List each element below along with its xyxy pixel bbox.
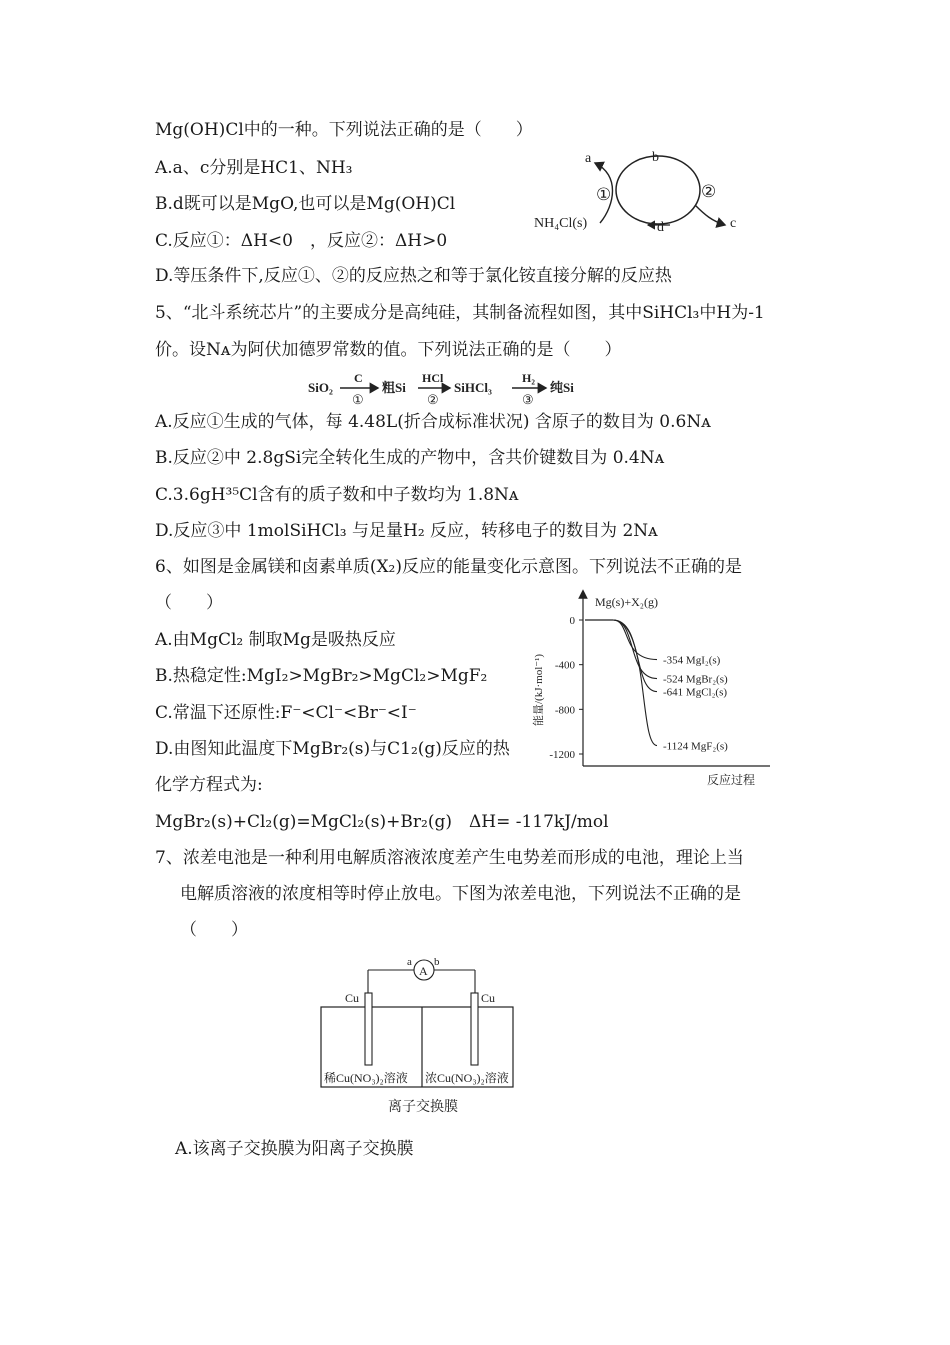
q5-option-c: C.3.6gH³⁵Cl含有的质子数和中子数均为 1.8Nᴀ — [155, 485, 519, 505]
y-tick-label: -800 — [554, 704, 575, 717]
label-r1: ① — [596, 185, 612, 204]
series-curve — [613, 620, 657, 746]
q4-option-a: A.a、c分别是HC1、NH₃ — [155, 158, 353, 178]
cu-right-label: Cu — [481, 991, 496, 1005]
q7-stem-1: 7、浓差电池是一种利用电解质溶液浓度差产生电势差而形成的电池，理论上当 — [155, 848, 744, 868]
q5-option-d: D.反应③中 1molSiHCl₃ 与足量H₂ 反应，转移电子的数目为 2Nᴀ — [155, 521, 658, 541]
y-tick-label: 0 — [569, 615, 575, 627]
q6-option-d-1: D.由图知此温度下MgBr₂(s)与C1₂(g)反应的热 — [155, 739, 510, 759]
nh4cl-cycle-diagram — [530, 145, 750, 245]
series-label: -641 MgCl₂(s) — [663, 686, 728, 699]
membrane-label: 离子交换膜 — [388, 1100, 458, 1115]
silicon-flow-diagram — [300, 368, 620, 408]
q5-stem-1: 5、“北斗系统芯片”的主要成分是高纯硅，其制备流程如图，其中SiHCl₃中H为-1 — [155, 303, 765, 323]
q4-option-c: C.反应①：ΔH<0 ，反应②：ΔH>0 — [155, 231, 448, 251]
q6-option-d-2: 化学方程式为: — [155, 775, 263, 795]
series-label: -354 MgI₂(s) — [663, 654, 721, 667]
y-axis-label: 能量/(kJ·mol⁻¹) — [533, 653, 545, 726]
q6-option-c: C.常温下还原性:F⁻<Cl⁻<Br⁻<I⁻ — [155, 703, 417, 723]
right-electrode — [471, 993, 478, 1065]
energy-chart — [525, 588, 785, 793]
flow-sio2: SiO₂ — [308, 380, 333, 395]
concentration-cell-diagram — [315, 955, 525, 1125]
q7-option-a: A.该离子交换膜为阳离子交换膜 — [175, 1139, 414, 1159]
chart-title: Mg(s)+X₂(g) — [595, 595, 658, 609]
q4-intro: Mg(OH)Cl中的一种。下列说法正确的是（ ） — [155, 120, 533, 140]
terminal-b: b — [434, 956, 440, 968]
flow-r2: HCl — [422, 371, 444, 385]
y-tick-label: -1200 — [549, 749, 575, 761]
flow-sihcl3: SiHCl₃ — [454, 380, 492, 395]
terminal-a: a — [407, 956, 412, 968]
flow-n1: ① — [352, 392, 364, 407]
q6-stem-2: （ ） — [155, 593, 223, 613]
q7-stem-2: 电解质溶液的浓度相等时停止放电。下图为浓差电池，下列说法不正确的是 — [180, 884, 741, 904]
cu-left-label: Cu — [345, 991, 360, 1005]
q6-option-b: B.热稳定性:MgI₂>MgBr₂>MgCl₂>MgF₂ — [155, 666, 488, 686]
q5-option-a: A.反应①生成的气体，每 4.48L(折合成标准状况) 含原子的数目为 0.6Nᴀ — [155, 412, 711, 432]
series-label: -524 MgBr₂(s) — [663, 673, 728, 686]
label-r2: ② — [701, 182, 717, 201]
flow-r3: H₂ — [522, 371, 535, 385]
label-nh4cl: NH₄Cl(s) — [534, 216, 588, 231]
left-electrode — [365, 993, 372, 1065]
label-c: c — [730, 216, 737, 231]
series-label: -1124 MgF₂(s) — [663, 740, 728, 753]
flow-crude-si: 粗Si — [382, 380, 406, 395]
y-tick-label: -400 — [554, 659, 575, 672]
x-axis-label: 反应过程 — [707, 773, 756, 787]
q7-stem-3: （ ） — [180, 920, 248, 940]
series-curve — [613, 620, 657, 660]
q6-equation: MgBr₂(s)+Cl₂(g)=MgCl₂(s)+Br₂(g) ΔH= -117kJ/mol — [155, 812, 609, 832]
q4-option-b: B.d既可以是MgO,也可以是Mg(OH)Cl — [155, 194, 456, 214]
label-d: d — [657, 220, 664, 235]
q6-option-a: A.由MgCl₂ 制取Mg是吸热反应 — [155, 630, 396, 650]
label-a: a — [585, 151, 592, 166]
q5-option-b: B.反应②中 2.8gSi完全转化生成的产物中，含共价键数目为 0.4Nᴀ — [155, 448, 665, 468]
q6-stem-1: 6、如图是金属镁和卤素单质(X₂)反应的能量变化示意图。下列说法不正确的是 — [155, 557, 742, 577]
label-b: b — [652, 150, 659, 165]
flow-n3: ③ — [522, 392, 534, 407]
flow-n2: ② — [427, 392, 439, 407]
q4-option-d: D.等压条件下,反应①、②的反应热之和等于氯化铵直接分解的反应热 — [155, 266, 672, 286]
concentrated-solution-label: 浓Cu(NO₃)₂溶液 — [425, 1071, 509, 1085]
q5-stem-2: 价。设Nᴀ为阿伏加德罗常数的值。下列说法正确的是（ ） — [155, 340, 622, 360]
ammeter-label: A — [419, 964, 428, 978]
flow-r1: C — [354, 371, 363, 385]
flow-pure-si: 纯Si — [550, 380, 574, 395]
dilute-solution-label: 稀Cu(NO₃)₂溶液 — [324, 1071, 408, 1085]
